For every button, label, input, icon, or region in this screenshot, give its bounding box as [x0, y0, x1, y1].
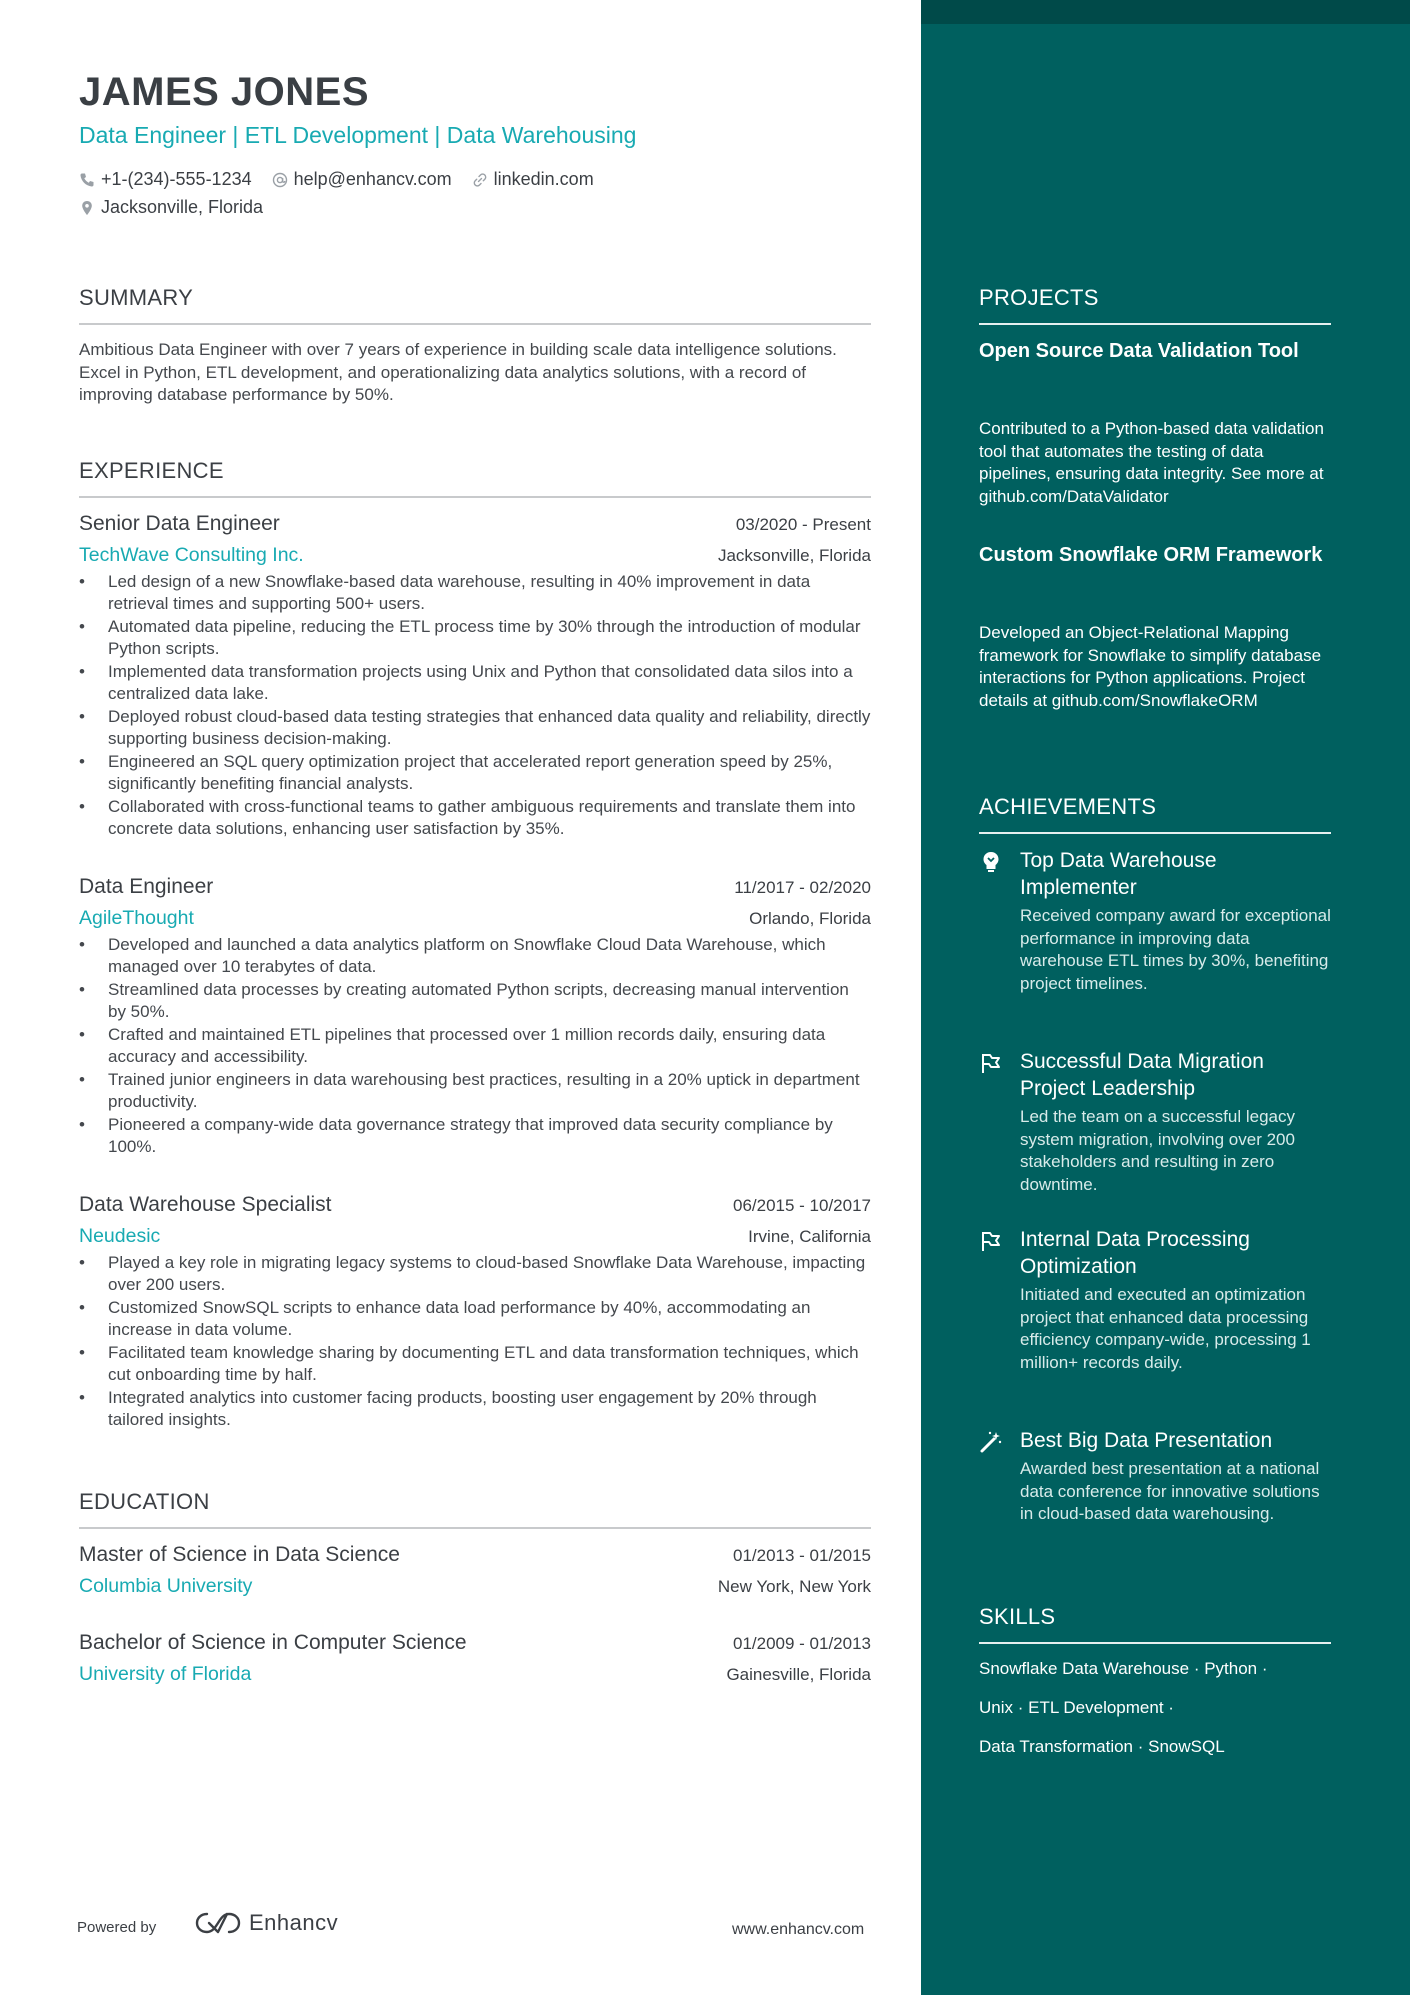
email-text: help@enhancv.com: [293, 169, 452, 189]
achievements-heading: ACHIEVEMENTS: [979, 794, 1157, 819]
job-bullets: [79, 1252, 871, 1431]
job-location: Orlando, Florida: [749, 909, 871, 928]
achievement-item: [979, 1226, 1331, 1374]
location-contact: [79, 197, 263, 218]
job-dates: 03/2020 - Present: [735, 515, 871, 534]
job-company[interactable]: AgileThought: [79, 907, 194, 929]
education-entry: [79, 1631, 871, 1686]
job-bullet: • Integrated analytics into customer facing products, boosting user engagement by 20% through tailored insights.: [79, 1387, 871, 1431]
job-location: Irvine, California: [748, 1227, 871, 1246]
project-title: Custom Snowflake ORM Framework: [979, 544, 1323, 566]
lightbulb-icon: [979, 850, 1003, 874]
job-company[interactable]: TechWave Consulting Inc.: [79, 544, 304, 566]
job-bullet: • Deployed robust cloud-based data testing strategies that enhanced data quality and reliability, directly supporting business decision-making.: [79, 706, 871, 750]
education-entry: [79, 1543, 871, 1598]
at-sign-icon: [272, 172, 288, 188]
edu-dates: 01/2009 - 01/2013: [732, 1634, 871, 1653]
summary-divider: [79, 323, 871, 325]
job-role: Data Engineer: [79, 875, 214, 898]
experience-heading: EXPERIENCE: [79, 458, 224, 483]
job-bullet: • Implemented data transformation projects using Unix and Python that consolidated data silos into a centralized data lake.: [79, 661, 871, 705]
project-title: Open Source Data Validation Tool: [979, 340, 1299, 362]
candidate-name: JAMES JONES: [79, 70, 370, 114]
job-role: Data Warehouse Specialist: [79, 1193, 332, 1216]
experience-divider: [79, 496, 871, 498]
location-pin-icon: [79, 200, 95, 216]
skills-line: Data Transformation · SnowSQL: [979, 1737, 1225, 1756]
projects-heading: PROJECTS: [979, 285, 1099, 310]
job-bullet: • Facilitated team knowledge sharing by documenting ETL and data transformation techniques, which cut onboarding time by half.: [79, 1342, 871, 1386]
phone-icon: [79, 172, 95, 188]
achievement-title: Top Data Warehouse Implementer: [1020, 849, 1217, 899]
enhancv-logo-icon: [195, 1910, 241, 1936]
job-bullets: [79, 934, 871, 1158]
achievement-title: Successful Data Migration Project Leadership: [1020, 1050, 1264, 1100]
job-bullet: • Played a key role in migrating legacy systems to cloud-based Snowflake Data Warehouse, impacting over 200 users.: [79, 1252, 871, 1296]
phone-contact[interactable]: [79, 169, 252, 190]
skills-divider: [979, 1642, 1331, 1644]
job-bullet: • Crafted and maintained ETL pipelines that processed over 1 million records daily, ensuring data accuracy and accessibility.: [79, 1024, 871, 1068]
edu-location: Gainesville, Florida: [726, 1665, 871, 1684]
linkedin-text: linkedin.com: [493, 169, 594, 189]
job-bullet: • Collaborated with cross-functional teams to gather ambiguous requirements and translate them into concrete data solutions, enhancing user satisfaction by 35%.: [79, 796, 871, 840]
summary-text: Ambitious Data Engineer with over 7 years of experience in building scale data intelligence solutions. Excel in Python, ETL development, and operationalizing data analytics solutions, with a record of improving database performance by 50%.: [79, 340, 837, 404]
job-bullets: [79, 571, 871, 840]
achievement-item: [979, 847, 1331, 995]
location-text: Jacksonville, Florida: [101, 197, 264, 217]
edu-degree: Bachelor of Science in Computer Science: [79, 1631, 467, 1654]
job-dates: 11/2017 - 02/2020: [734, 878, 871, 897]
achievement-item: [979, 1048, 1331, 1196]
contact-row: [79, 169, 594, 190]
edu-location: New York, New York: [717, 1577, 871, 1596]
link-icon: [472, 172, 488, 188]
skills-line: Unix · ETL Development ·: [979, 1698, 1174, 1717]
skills-heading: SKILLS: [979, 1604, 1056, 1629]
skills-list: [979, 1659, 1331, 1776]
phone-text: +1-(234)-555-1234: [101, 169, 252, 189]
project-description: Contributed to a Python-based data validation tool that automates the testing of data pipelines, ensuring data integrity. See more at github.com/DataValidator: [979, 419, 1324, 506]
experience-entry: [79, 1193, 871, 1432]
job-bullet: • Customized SnowSQL scripts to enhance data load performance by 40%, accommodating an increase in data volume.: [79, 1297, 871, 1341]
magic-wand-icon: [979, 1430, 1003, 1454]
edu-degree: Master of Science in Data Science: [79, 1543, 400, 1566]
achievement-description: Awarded best presentation at a national data conference for innovative solutions in cloud-based data warehousing.: [1020, 1459, 1320, 1523]
edu-school[interactable]: Columbia University: [79, 1575, 253, 1597]
education-heading: EDUCATION: [79, 1489, 210, 1514]
job-role: Senior Data Engineer: [79, 512, 280, 535]
job-bullet: • Trained junior engineers in data warehousing best practices, resulting in a 20% uptick in department productivity.: [79, 1069, 871, 1113]
experience-entry: [79, 512, 871, 841]
experience-entry: [79, 875, 871, 1159]
job-dates: 06/2015 - 10/2017: [732, 1196, 871, 1215]
linkedin-contact[interactable]: [472, 169, 594, 190]
achievement-item: [979, 1427, 1331, 1526]
job-bullet: • Led design of a new Snowflake-based data warehouse, resulting in 40% improvement in data retrieval times and supporting 500+ users.: [79, 571, 871, 615]
job-bullet: • Engineered an SQL query optimization project that accelerated report generation speed by 25%, significantly benefiting financial analysts.: [79, 751, 871, 795]
powered-by-text: Powered by: [77, 1919, 157, 1936]
achievement-description: Led the team on a successful legacy system migration, involving over 200 stakeholders and resulting in zero downtime.: [1020, 1107, 1295, 1194]
achievement-title: Internal Data Processing Optimization: [1020, 1228, 1250, 1278]
job-location: Jacksonville, Florida: [717, 546, 871, 565]
job-company[interactable]: Neudesic: [79, 1225, 161, 1247]
email-contact[interactable]: [272, 169, 452, 190]
candidate-title: Data Engineer | ETL Development | Data Warehousing: [79, 122, 637, 148]
flag-icon: [979, 1229, 1003, 1253]
project-description: Developed an Object-Relational Mapping framework for Snowflake to simplify database interactions for Python applications. Project details at github.com/SnowflakeORM: [979, 623, 1322, 710]
job-bullet: • Automated data pipeline, reducing the ETL process time by 30% through the introduction of modular Python scripts.: [79, 616, 871, 660]
projects-divider: [979, 323, 1331, 325]
job-bullet: • Pioneered a company-wide data governance strategy that improved data security compliance by 100%.: [79, 1114, 871, 1158]
enhancv-brand: Enhancv: [249, 1910, 339, 1935]
job-bullet: • Streamlined data processes by creating automated Python scripts, decreasing manual intervention by 50%.: [79, 979, 871, 1023]
edu-dates: 01/2013 - 01/2015: [732, 1546, 871, 1565]
achievement-description: Initiated and executed an optimization project that enhanced data processing efficiency company-wide, processing 1 million+ records daily.: [1020, 1285, 1311, 1372]
achievement-description: Received company award for exceptional performance in improving data warehouse ETL times by 30%, benefiting project timelines.: [1020, 906, 1331, 993]
achievement-title: Best Big Data Presentation: [1020, 1429, 1273, 1452]
summary-heading: SUMMARY: [79, 285, 194, 310]
education-divider: [79, 1527, 871, 1529]
achievements-divider: [979, 832, 1331, 834]
flag-icon: [979, 1051, 1003, 1075]
sidebar-top-bar: [921, 0, 1410, 24]
edu-school[interactable]: University of Florida: [79, 1663, 252, 1685]
enhancv-logo[interactable]: [195, 1910, 338, 1936]
footer-url[interactable]: www.enhancv.com: [732, 1921, 865, 1938]
job-bullet: • Developed and launched a data analytics platform on Snowflake Cloud Data Warehouse, which managed over 10 terabytes of data.: [79, 934, 871, 978]
skills-line: Snowflake Data Warehouse · Python ·: [979, 1659, 1268, 1678]
